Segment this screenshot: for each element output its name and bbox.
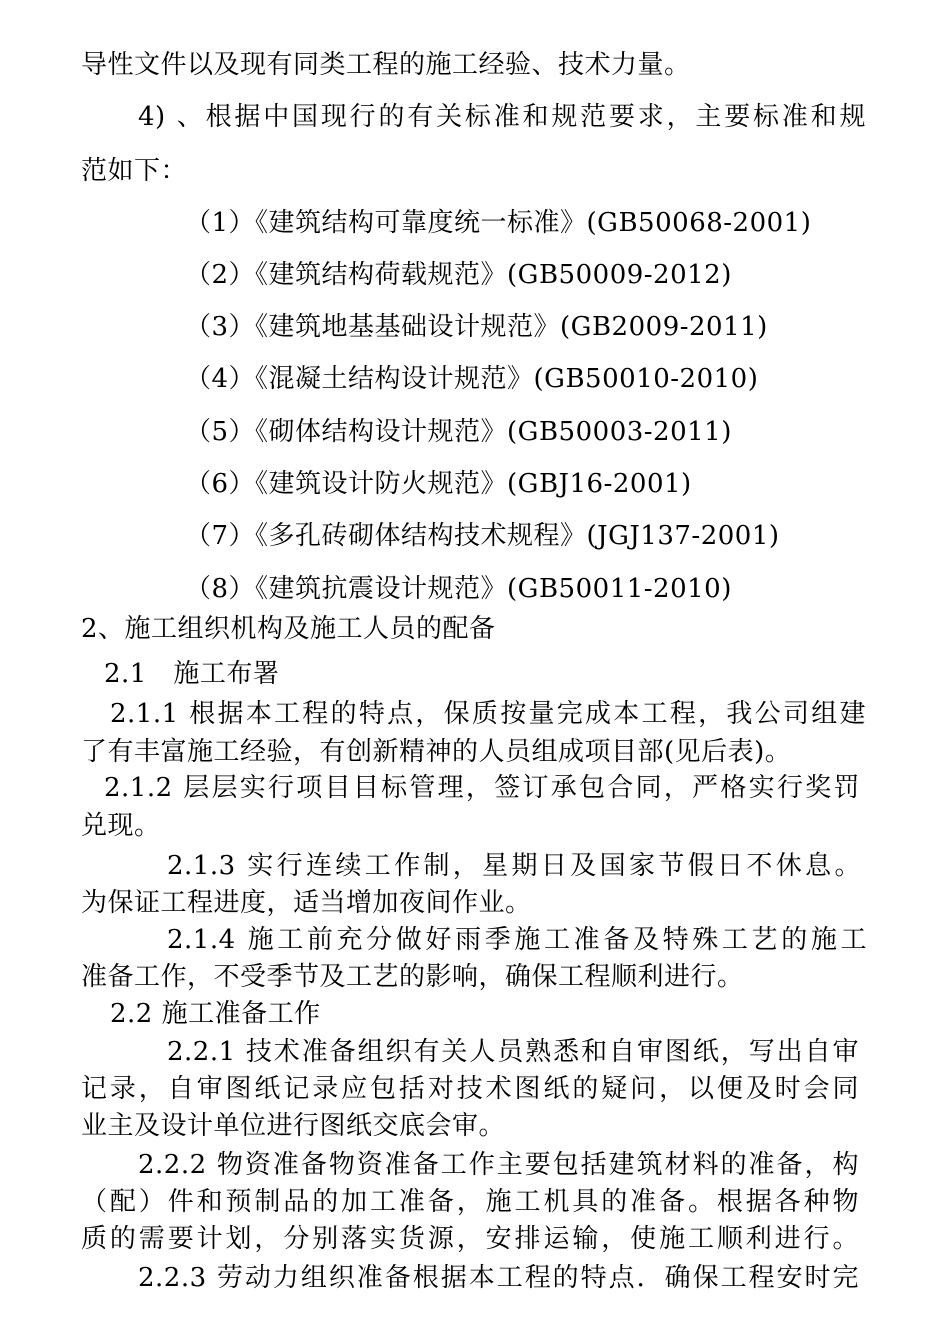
text-line-2-2-1-a: 2.2.1 技术准备组织有关人员熟悉和自审图纸，写出自审 [167, 1037, 859, 1067]
text-line-2-1-3-a: 2.1.3 实行连续工作制，星期日及国家节假日不休息。 [167, 851, 861, 881]
standard-item-4: （4）《混凝土结构设计规范》(GB50010-2010) [185, 364, 759, 394]
standard-item-1: （1）《建筑结构可靠度统一标准》(GB50068-2001) [185, 208, 812, 238]
standard-item-3: （3）《建筑地基基础设计规范》(GB2009-2011) [185, 312, 768, 342]
section-heading-2: 2、施工组织机构及施工人员的配备 [81, 614, 496, 644]
text-line-2-2-3-a: 2.2.3 劳动力组织准备根据本工程的特点．确保工程安时完 [138, 1263, 859, 1293]
text-line-2-2-1-b: 记录，自审图纸记录应包括对技术图纸的疑问，以便及时会同 [81, 1074, 859, 1104]
standard-item-8: （8）《建筑抗震设计规范》(GB50011-2010) [185, 574, 732, 604]
text-line-2-2-2-a: 2.2.2 物资准备物资准备工作主要包括建筑材料的准备，构 [138, 1150, 859, 1180]
standard-item-5: （5）《砌体结构设计规范》(GB50003-2011) [185, 417, 732, 447]
text-line-3: 范如下： [81, 156, 188, 186]
text-line-2-1-2-b: 兑现。 [81, 811, 161, 841]
text-line-2-2-2-b: （配）件和预制品的加工准备，施工机具的准备。根据各种物 [81, 1187, 859, 1217]
text-line-2: 4) 、根据中国现行的有关标准和规范要求，主要标准和规 [138, 102, 866, 132]
standard-item-7: （7）《多孔砖砌体结构技术规程》(JGJ137-2001) [185, 521, 780, 551]
text-line-1: 导性文件以及现有同类工程的施工经验、技术力量。 [81, 50, 691, 80]
text-line-2-1-4-b: 准备工作，不受季节及工艺的影响，确保工程顺利进行。 [81, 962, 744, 992]
text-line-2-2-1-c: 业主及设计单位进行图纸交底会审。 [81, 1111, 506, 1141]
text-line-2-1-1-a: 2.1.1 根据本工程的特点，保质按量完成本工程，我公司组建 [110, 699, 866, 729]
standard-item-2: （2）《建筑结构荷载规范》(GB50009-2012) [185, 260, 732, 290]
text-line-2-2-2-c: 质的需要计划，分别落实货源，安排运输，使施工顺利进行。 [81, 1224, 859, 1254]
text-line-2-1-4-a: 2.1.4 施工前充分做好雨季施工准备及特殊工艺的施工 [167, 925, 867, 955]
text-line-2-1-3-b: 为保证工程进度，适当增加夜间作业。 [81, 888, 532, 918]
section-heading-2-2: 2.2 施工准备工作 [110, 999, 321, 1029]
text-line-2-1-2-a: 2.1.2 层层实行项目目标管理，签订承包合同，严格实行奖罚 [104, 773, 860, 803]
section-heading-2-1: 2.1 施工布署 [104, 659, 280, 689]
standard-item-6: （6）《建筑设计防火规范》(GBJ16-2001) [185, 469, 692, 499]
text-line-2-1-1-b: 了有丰富施工经验，有创新精神的人员组成项目部(见后表)。 [81, 737, 792, 767]
